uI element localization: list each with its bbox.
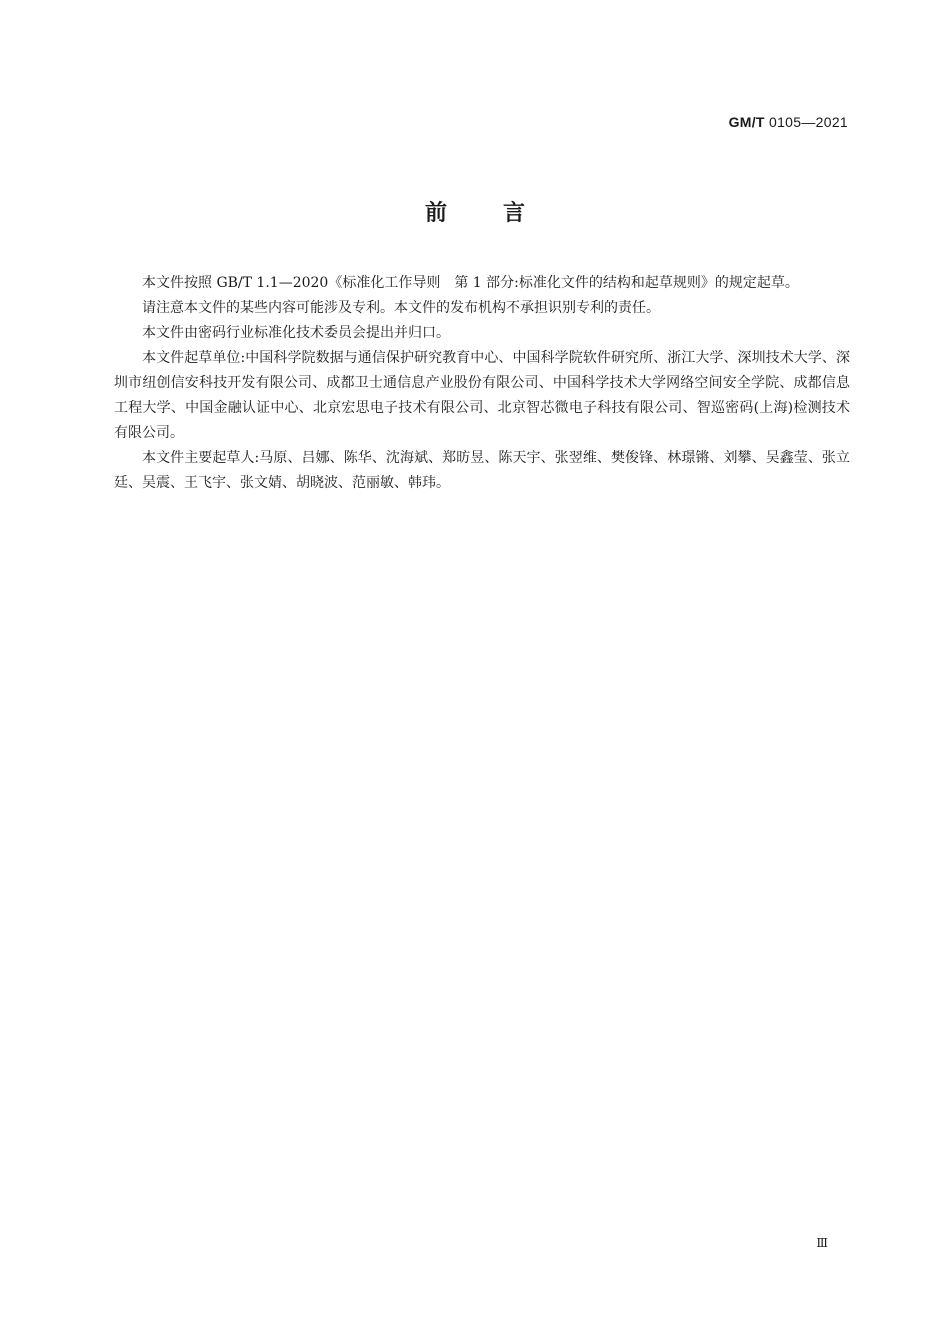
document-code-number: 0105—2021 [769,114,848,130]
document-code [729,114,848,130]
paragraph-drafting-units: 本文件起草单位:中国科学院数据与通信保护研究教育中心、中国科学院软件研究所、浙江大学、深圳技术大学、深圳市纽创信安科技开发有限公司、成都卫士通信息产业股份有限公司、中国科学技术大学网络空间安全学院、成都信息工程大学、中国金融认证中心、北京宏思电子技术有限公司、北京智芯微电子科技有限公司、智巡密码(上海)检测技术有限公司。 [114,350,850,441]
paragraph-committee: 本文件由密码行业标准化技术委员会提出并归口。 [142,325,450,341]
document-code-prefix: GM/T [728,114,765,130]
page-number: Ⅲ [816,1236,828,1250]
paragraph-drafting-rules: 本文件按照 GB/T 1.1—2020《标准化工作导则 第 1 部分:标准化文件的结构和起草规则》的规定起草。 [142,275,799,291]
paragraph-drafters: 本文件主要起草人:马原、吕娜、陈华、沈海斌、郑昉昱、陈天宇、张翌维、樊俊锋、林璟锵、刘攀、吴鑫莹、张立廷、吴震、王飞宇、张文婧、胡晓波、范丽敏、韩玮。 [114,450,850,491]
foreword-body [114,271,850,496]
paragraph-patent-notice: 请注意本文件的某些内容可能涉及专利。本文件的发布机构不承担识别专利的责任。 [142,300,660,316]
page-title: 前言 [424,201,581,226]
